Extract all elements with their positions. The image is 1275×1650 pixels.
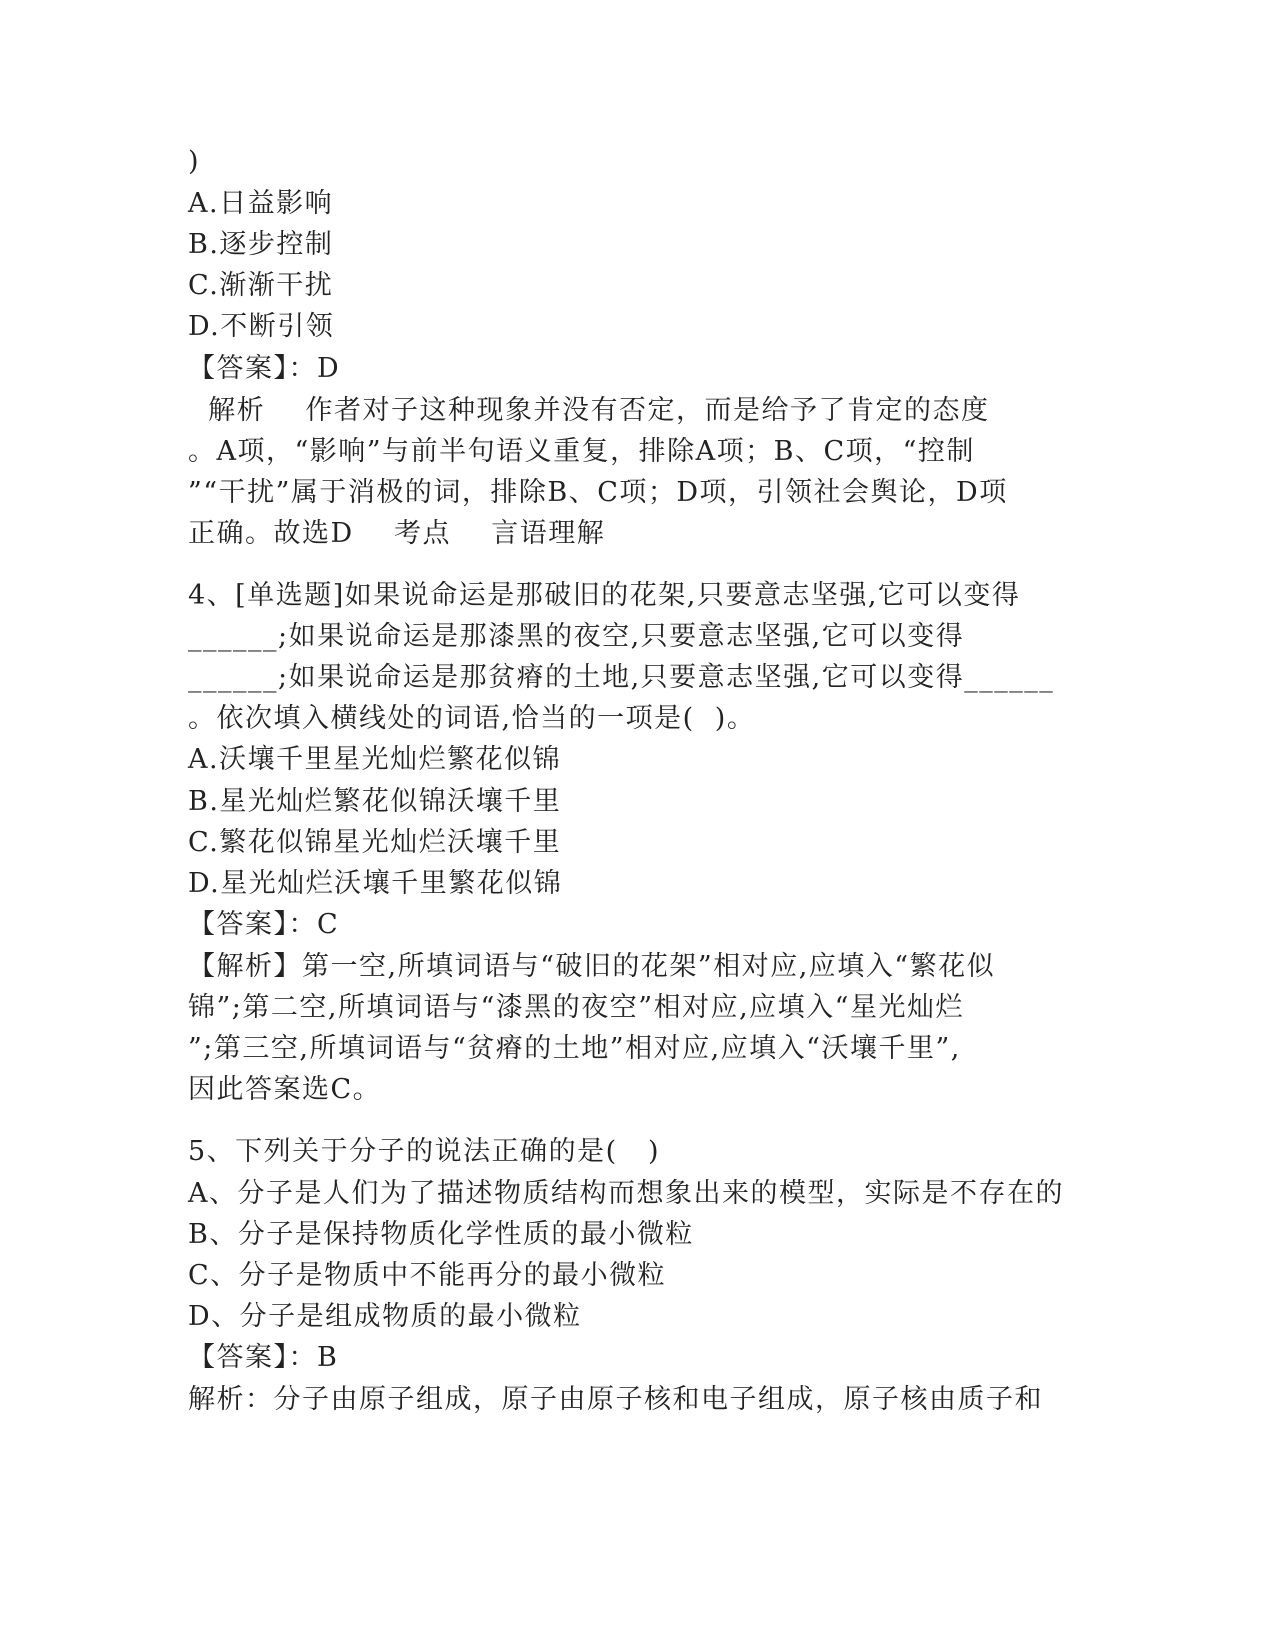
q3-answer: 【答案】：D [188, 353, 341, 384]
q3-option-d: D.不断引领 [188, 311, 335, 342]
q3-analysis-line: ”“干扰”属于消极的词，排除B、C项；D项，引领社会舆论，D项 [188, 477, 1008, 508]
q4-option-d: D.星光灿烂沃壤千里繁花似锦 [188, 868, 563, 899]
q5-option-c: C、分子是物质中不能再分的最小微粒 [188, 1260, 667, 1291]
q4-stem-line: 4、[单选题]如果说命运是那破旧的花架,只要意志坚强,它可以变得 [188, 580, 1021, 611]
q4-stem-line: ______;如果说命运是那漆黑的夜空,只要意志坚强,它可以变得 [188, 621, 965, 652]
q4-option-a: A.沃壤千里星光灿烂繁花似锦 [188, 744, 562, 775]
q4-analysis-line: 因此答案选C。 [188, 1074, 382, 1105]
q4-stem-line: 。依次填入横线处的词语,恰当的一项是( )。 [188, 703, 756, 734]
q5-analysis-line: 解析：分子由原子组成，原子由原子核和电子组成，原子核由质子和 [188, 1384, 1043, 1415]
q4-stem-line: ______;如果说命运是那贫瘠的土地,只要意志坚强,它可以变得______ [188, 662, 1055, 693]
q4-analysis-line: 【解析】第一空,所填词语与“破旧的花架”相对应,应填入“繁花似 [188, 951, 996, 982]
q5-stem: 5、下列关于分子的说法正确的是( ) [188, 1136, 660, 1167]
q4-analysis-line: ”;第三空,所填词语与“贫瘠的土地”相对应,应填入“沃壤千里”, [188, 1033, 961, 1064]
q3-option-c: C.渐渐干扰 [188, 270, 334, 301]
q4-answer: 【答案】：C [188, 909, 340, 940]
q4-analysis-line: 锦”;第二空,所填词语与“漆黑的夜空”相对应,应填入“星光灿烂 [188, 992, 964, 1023]
q3-option-b: B.逐步控制 [188, 229, 334, 260]
q5-answer: 【答案】：B [188, 1342, 339, 1373]
q3-analysis-line: 。A项，“影响”与前半句语义重复，排除A项；B、C项，“控制 [188, 436, 975, 467]
q3-option-a: A.日益影响 [188, 188, 334, 219]
q3-analysis-line: 解析 作者对子这种现象并没有否定，而是给予了肯定的态度 [188, 395, 990, 426]
q5-option-b: B、分子是保持物质化学性质的最小微粒 [188, 1219, 694, 1250]
q5-option-d: D、分子是组成物质的最小微粒 [188, 1301, 582, 1332]
q3-analysis-line: 正确。故选D 考点 言语理解 [188, 518, 606, 549]
q5-option-a: A、分子是人们为了描述物质结构而想象出来的模型，实际是不存在的 [188, 1178, 1064, 1209]
q4-option-c: C.繁花似锦星光灿烂沃壤千里 [188, 827, 562, 858]
q4-option-b: B.星光灿烂繁花似锦沃壤千里 [188, 786, 562, 817]
q3-stem-continuation: ) [188, 146, 201, 177]
